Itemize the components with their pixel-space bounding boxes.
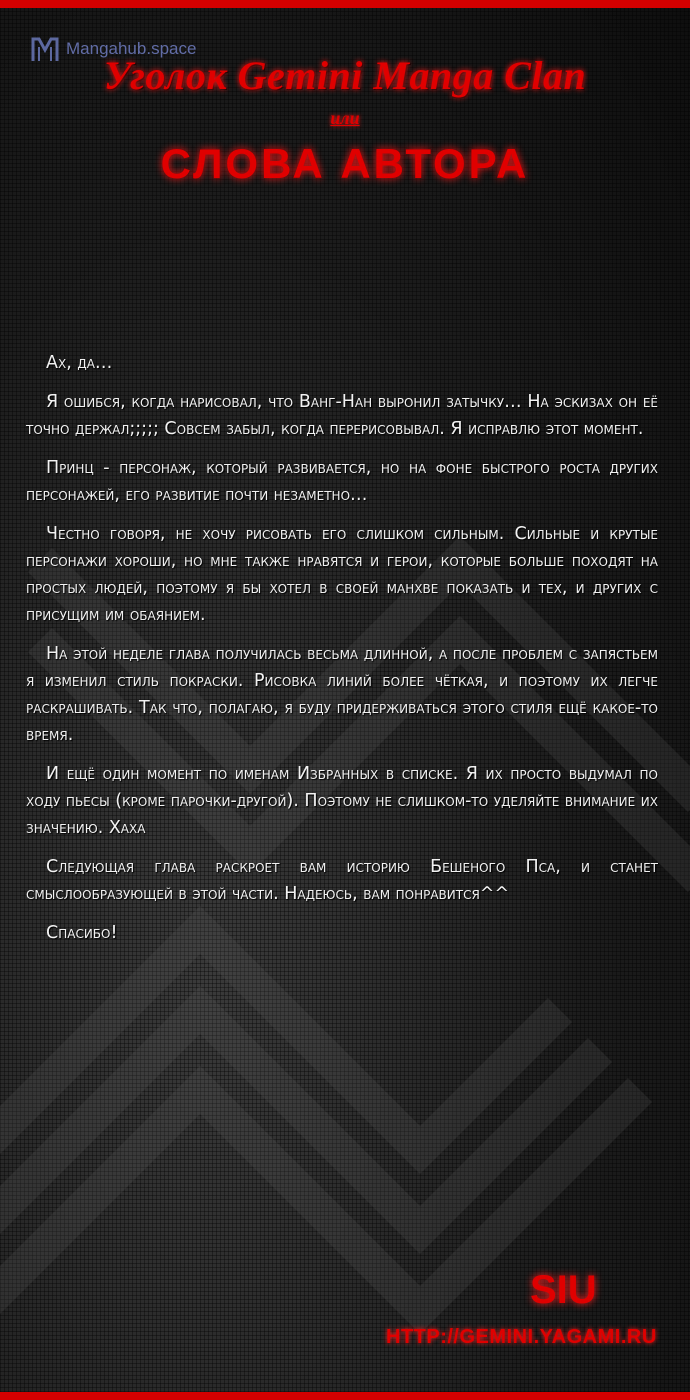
paragraph: Ах, да… — [46, 353, 113, 373]
watermark-text: Mangahub.space — [66, 39, 197, 58]
header-title: Уголок Gemini Manga Clan — [103, 53, 587, 98]
author-notes-body — [26, 350, 658, 959]
header-subtitle: СЛОВА АВТОРА — [160, 140, 530, 187]
bottom-red-border — [0, 1392, 690, 1400]
paragraph: Следующая глава раскроет вам историю Бешеного Пса, и станет смыслообразующей в этой части. Надеюсь, вам понравится^^ — [26, 857, 658, 904]
paragraph: На этой неделе глава получилась весьма длинной, а после проблем с запястьем я изменил стиль покраски. Рисовка линий более чёткая, и поэтому их легче раскрашивать. Так что, полагаю, я буду придерживаться этого стиля ещё какое-то время. — [26, 644, 658, 745]
paragraph: Я ошибся, когда нарисовал, что Ванг-Нан выронил затычку… На эскизах он её точно держал;;;;; Совсем забыл, когда перерисовывал. Я исправлю этот момент. — [26, 392, 658, 439]
author-signature: SIU — [530, 1268, 597, 1312]
site-url: HTTP://GEMINI.YAGAMI.RU — [386, 1326, 657, 1348]
paragraph: Спасибо! — [46, 923, 118, 943]
paragraph: Честно говоря, не хочу рисовать его слишком сильным. Сильные и крутые персонажи хороши, но мне также нравятся и герои, которые больше походят на простых людей, поэтому я бы хотел в своей манхве показать и тех, и других с присущим им обаянием. — [26, 524, 658, 625]
paragraph: Принц - персонаж, который развивается, но на фоне быстрого роста других персонажей, его развитие почти незаметно… — [26, 458, 658, 505]
top-red-border — [0, 0, 690, 8]
paragraph: И ещё один момент по именам Избранных в списке. Я их просто выдумал по ходу пьесы (кроме парочки-другой). Поэтому не слишком-то уделяйте внимание их значению. Хаха — [26, 764, 658, 838]
header-connector: или — [330, 108, 360, 128]
